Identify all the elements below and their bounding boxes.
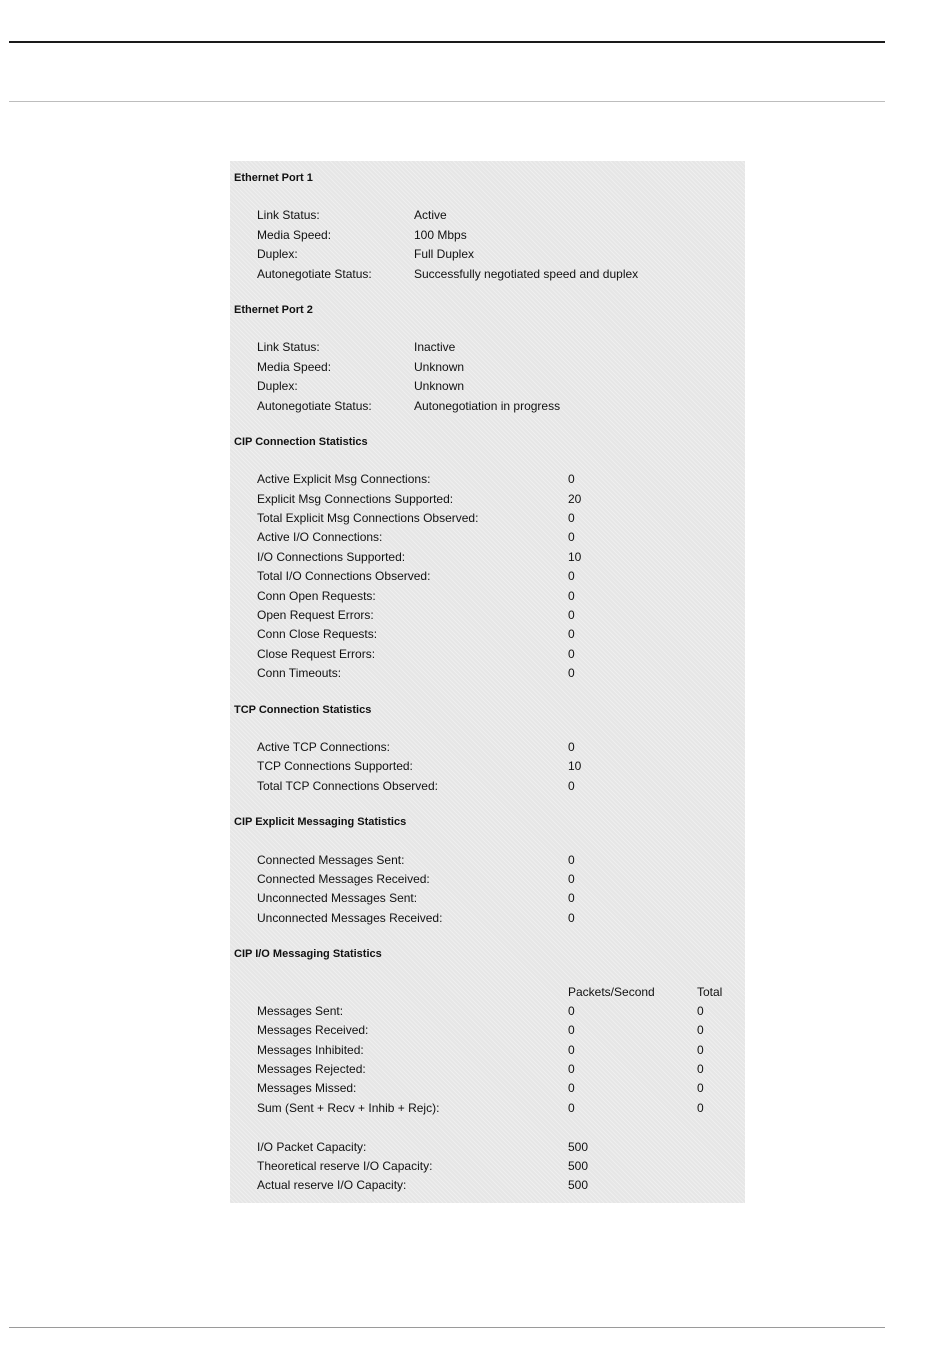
stat-label: Unconnected Messages Sent: xyxy=(257,891,418,906)
stat-label: Conn Timeouts: xyxy=(257,666,342,681)
capacity-row xyxy=(230,1157,745,1176)
stat-label: Messages Rejected: xyxy=(257,1062,366,1077)
stat-label: Close Request Errors: xyxy=(257,646,376,661)
stat-row xyxy=(230,358,745,377)
stat-row xyxy=(230,757,745,776)
stat-label: Conn Close Requests: xyxy=(257,627,378,642)
section-title: CIP Explicit Messaging Statistics xyxy=(234,816,407,829)
stat-label: Active TCP Connections: xyxy=(257,739,390,754)
ethernet-port-1-section xyxy=(230,169,745,284)
stat-label: Unconnected Messages Received: xyxy=(257,910,443,925)
stat-row xyxy=(230,509,745,528)
stat-row xyxy=(230,528,745,547)
cip-io-section xyxy=(230,945,745,1196)
stat-value: 20 xyxy=(568,491,582,506)
column-header-total: Total xyxy=(697,984,723,999)
column-header-row xyxy=(230,983,745,1002)
ethernet-port-2-section xyxy=(230,301,745,416)
stat-label: Conn Open Requests: xyxy=(257,588,376,603)
stat-value: 0 xyxy=(568,530,575,545)
stat-value: 0 xyxy=(568,569,575,584)
stat-value: 500 xyxy=(568,1139,589,1154)
stat-value: 0 xyxy=(568,472,575,487)
row-spacer xyxy=(230,1118,745,1137)
stat-row xyxy=(230,889,745,908)
stat-label: Explicit Msg Connections Supported: xyxy=(257,491,454,506)
stat-value: 0 xyxy=(568,871,575,886)
stat-label: Theoretical reserve I/O Capacity: xyxy=(257,1159,433,1174)
stat-value: 0 xyxy=(568,608,575,623)
stat-value: 500 xyxy=(568,1178,589,1193)
stat-label: Total Explicit Msg Connections Observed: xyxy=(257,511,479,526)
column-header-packets-per-second: Packets/Second xyxy=(568,984,655,999)
stat-value: Unknown xyxy=(414,359,465,374)
stat-row xyxy=(230,645,745,664)
stat-label: Link Status: xyxy=(257,208,320,223)
stat-value: 10 xyxy=(568,549,582,564)
stat-label: Duplex: xyxy=(257,247,298,262)
stat-value: Successfully negotiated speed and duplex xyxy=(414,266,639,281)
stat-row xyxy=(230,606,745,625)
stat-value: Autonegotiation in progress xyxy=(414,398,561,413)
stat-row xyxy=(230,490,745,509)
stat-value: Unknown xyxy=(414,379,465,394)
stat-row xyxy=(230,587,745,606)
section-title: TCP Connection Statistics xyxy=(234,703,372,716)
stat-row xyxy=(230,1002,745,1021)
stat-label: Link Status: xyxy=(257,340,320,355)
stat-value: 0 xyxy=(568,511,575,526)
stat-label: Sum (Sent + Recv + Inhib + Rejc): xyxy=(257,1100,440,1115)
stat-row xyxy=(230,1099,745,1118)
stat-row xyxy=(230,245,745,264)
stat-pps: 0 xyxy=(568,1003,575,1018)
capacity-row xyxy=(230,1176,745,1195)
stat-row xyxy=(230,664,745,683)
stat-row xyxy=(230,265,745,284)
tcp-connection-section xyxy=(230,701,745,797)
stat-label: Connected Messages Sent: xyxy=(257,852,405,867)
cip-explicit-section xyxy=(230,813,745,928)
stat-total: 0 xyxy=(697,1062,704,1077)
stat-value: Inactive xyxy=(414,340,456,355)
stat-row xyxy=(230,909,745,928)
stat-row xyxy=(230,1079,745,1098)
header-rule xyxy=(9,41,885,43)
stat-row xyxy=(230,397,745,416)
stat-value: 100 Mbps xyxy=(414,227,467,242)
stat-label: Media Speed: xyxy=(257,359,332,374)
stat-label: Autonegotiate Status: xyxy=(257,266,372,281)
stat-label: Duplex: xyxy=(257,379,298,394)
stat-label: Messages Received: xyxy=(257,1023,369,1038)
stat-pps: 0 xyxy=(568,1042,575,1057)
stat-pps: 0 xyxy=(568,1081,575,1096)
stat-total: 0 xyxy=(697,1003,704,1018)
section-title: Ethernet Port 2 xyxy=(234,303,313,316)
stat-value: Full Duplex xyxy=(414,247,475,262)
stat-value: 0 xyxy=(568,891,575,906)
stat-row xyxy=(230,1060,745,1079)
stat-row xyxy=(230,377,745,396)
stat-value: 10 xyxy=(568,759,582,774)
stat-value: 500 xyxy=(568,1159,589,1174)
stat-value: 0 xyxy=(568,646,575,661)
header-divider xyxy=(9,101,885,102)
stat-row xyxy=(230,738,745,757)
stat-value: Active xyxy=(414,208,447,223)
stat-row xyxy=(230,870,745,889)
stat-total: 0 xyxy=(697,1100,704,1115)
section-title: Ethernet Port 1 xyxy=(234,172,313,184)
stat-row xyxy=(230,548,745,567)
stat-row xyxy=(230,851,745,870)
stat-value: 0 xyxy=(568,910,575,925)
stat-label: I/O Packet Capacity: xyxy=(257,1139,367,1154)
stat-total: 0 xyxy=(697,1081,704,1096)
stat-pps: 0 xyxy=(568,1062,575,1077)
stat-pps: 0 xyxy=(568,1100,575,1115)
stat-row xyxy=(230,1021,745,1040)
stat-label: Autonegotiate Status: xyxy=(257,398,372,413)
stat-row xyxy=(230,567,745,586)
stat-value: 0 xyxy=(568,666,575,681)
stat-label: Open Request Errors: xyxy=(257,608,374,623)
stat-row xyxy=(230,226,745,245)
stat-row xyxy=(230,625,745,644)
stat-label: Messages Missed: xyxy=(257,1081,357,1096)
stat-value: 0 xyxy=(568,627,575,642)
stat-total: 0 xyxy=(697,1042,704,1057)
section-title: CIP Connection Statistics xyxy=(234,435,368,448)
stat-label: Total TCP Connections Observed: xyxy=(257,778,438,793)
stat-row xyxy=(230,777,745,796)
stat-value: 0 xyxy=(568,739,575,754)
capacity-row xyxy=(230,1138,745,1157)
section-title: CIP I/O Messaging Statistics xyxy=(234,948,382,961)
footer-rule xyxy=(9,1327,885,1328)
diagnostics-panel xyxy=(230,161,745,1203)
stat-label: Active I/O Connections: xyxy=(257,530,383,545)
stat-label: Messages Inhibited: xyxy=(257,1042,364,1057)
stat-pps: 0 xyxy=(568,1023,575,1038)
stat-label: Total I/O Connections Observed: xyxy=(257,569,431,584)
cip-connection-section xyxy=(230,433,745,684)
stat-value: 0 xyxy=(568,852,575,867)
stat-row xyxy=(230,470,745,489)
stat-label: Connected Messages Received: xyxy=(257,871,430,886)
stat-row xyxy=(230,1041,745,1060)
stat-total: 0 xyxy=(697,1023,704,1038)
stat-label: Active Explicit Msg Connections: xyxy=(257,472,431,487)
stat-value: 0 xyxy=(568,778,575,793)
stat-label: I/O Connections Supported: xyxy=(257,549,406,564)
stat-label: TCP Connections Supported: xyxy=(257,759,413,774)
stat-label: Messages Sent: xyxy=(257,1003,344,1018)
stat-row xyxy=(230,206,745,225)
stat-label: Media Speed: xyxy=(257,227,332,242)
stat-label: Actual reserve I/O Capacity: xyxy=(257,1178,407,1193)
stat-value: 0 xyxy=(568,588,575,603)
stat-row xyxy=(230,338,745,357)
